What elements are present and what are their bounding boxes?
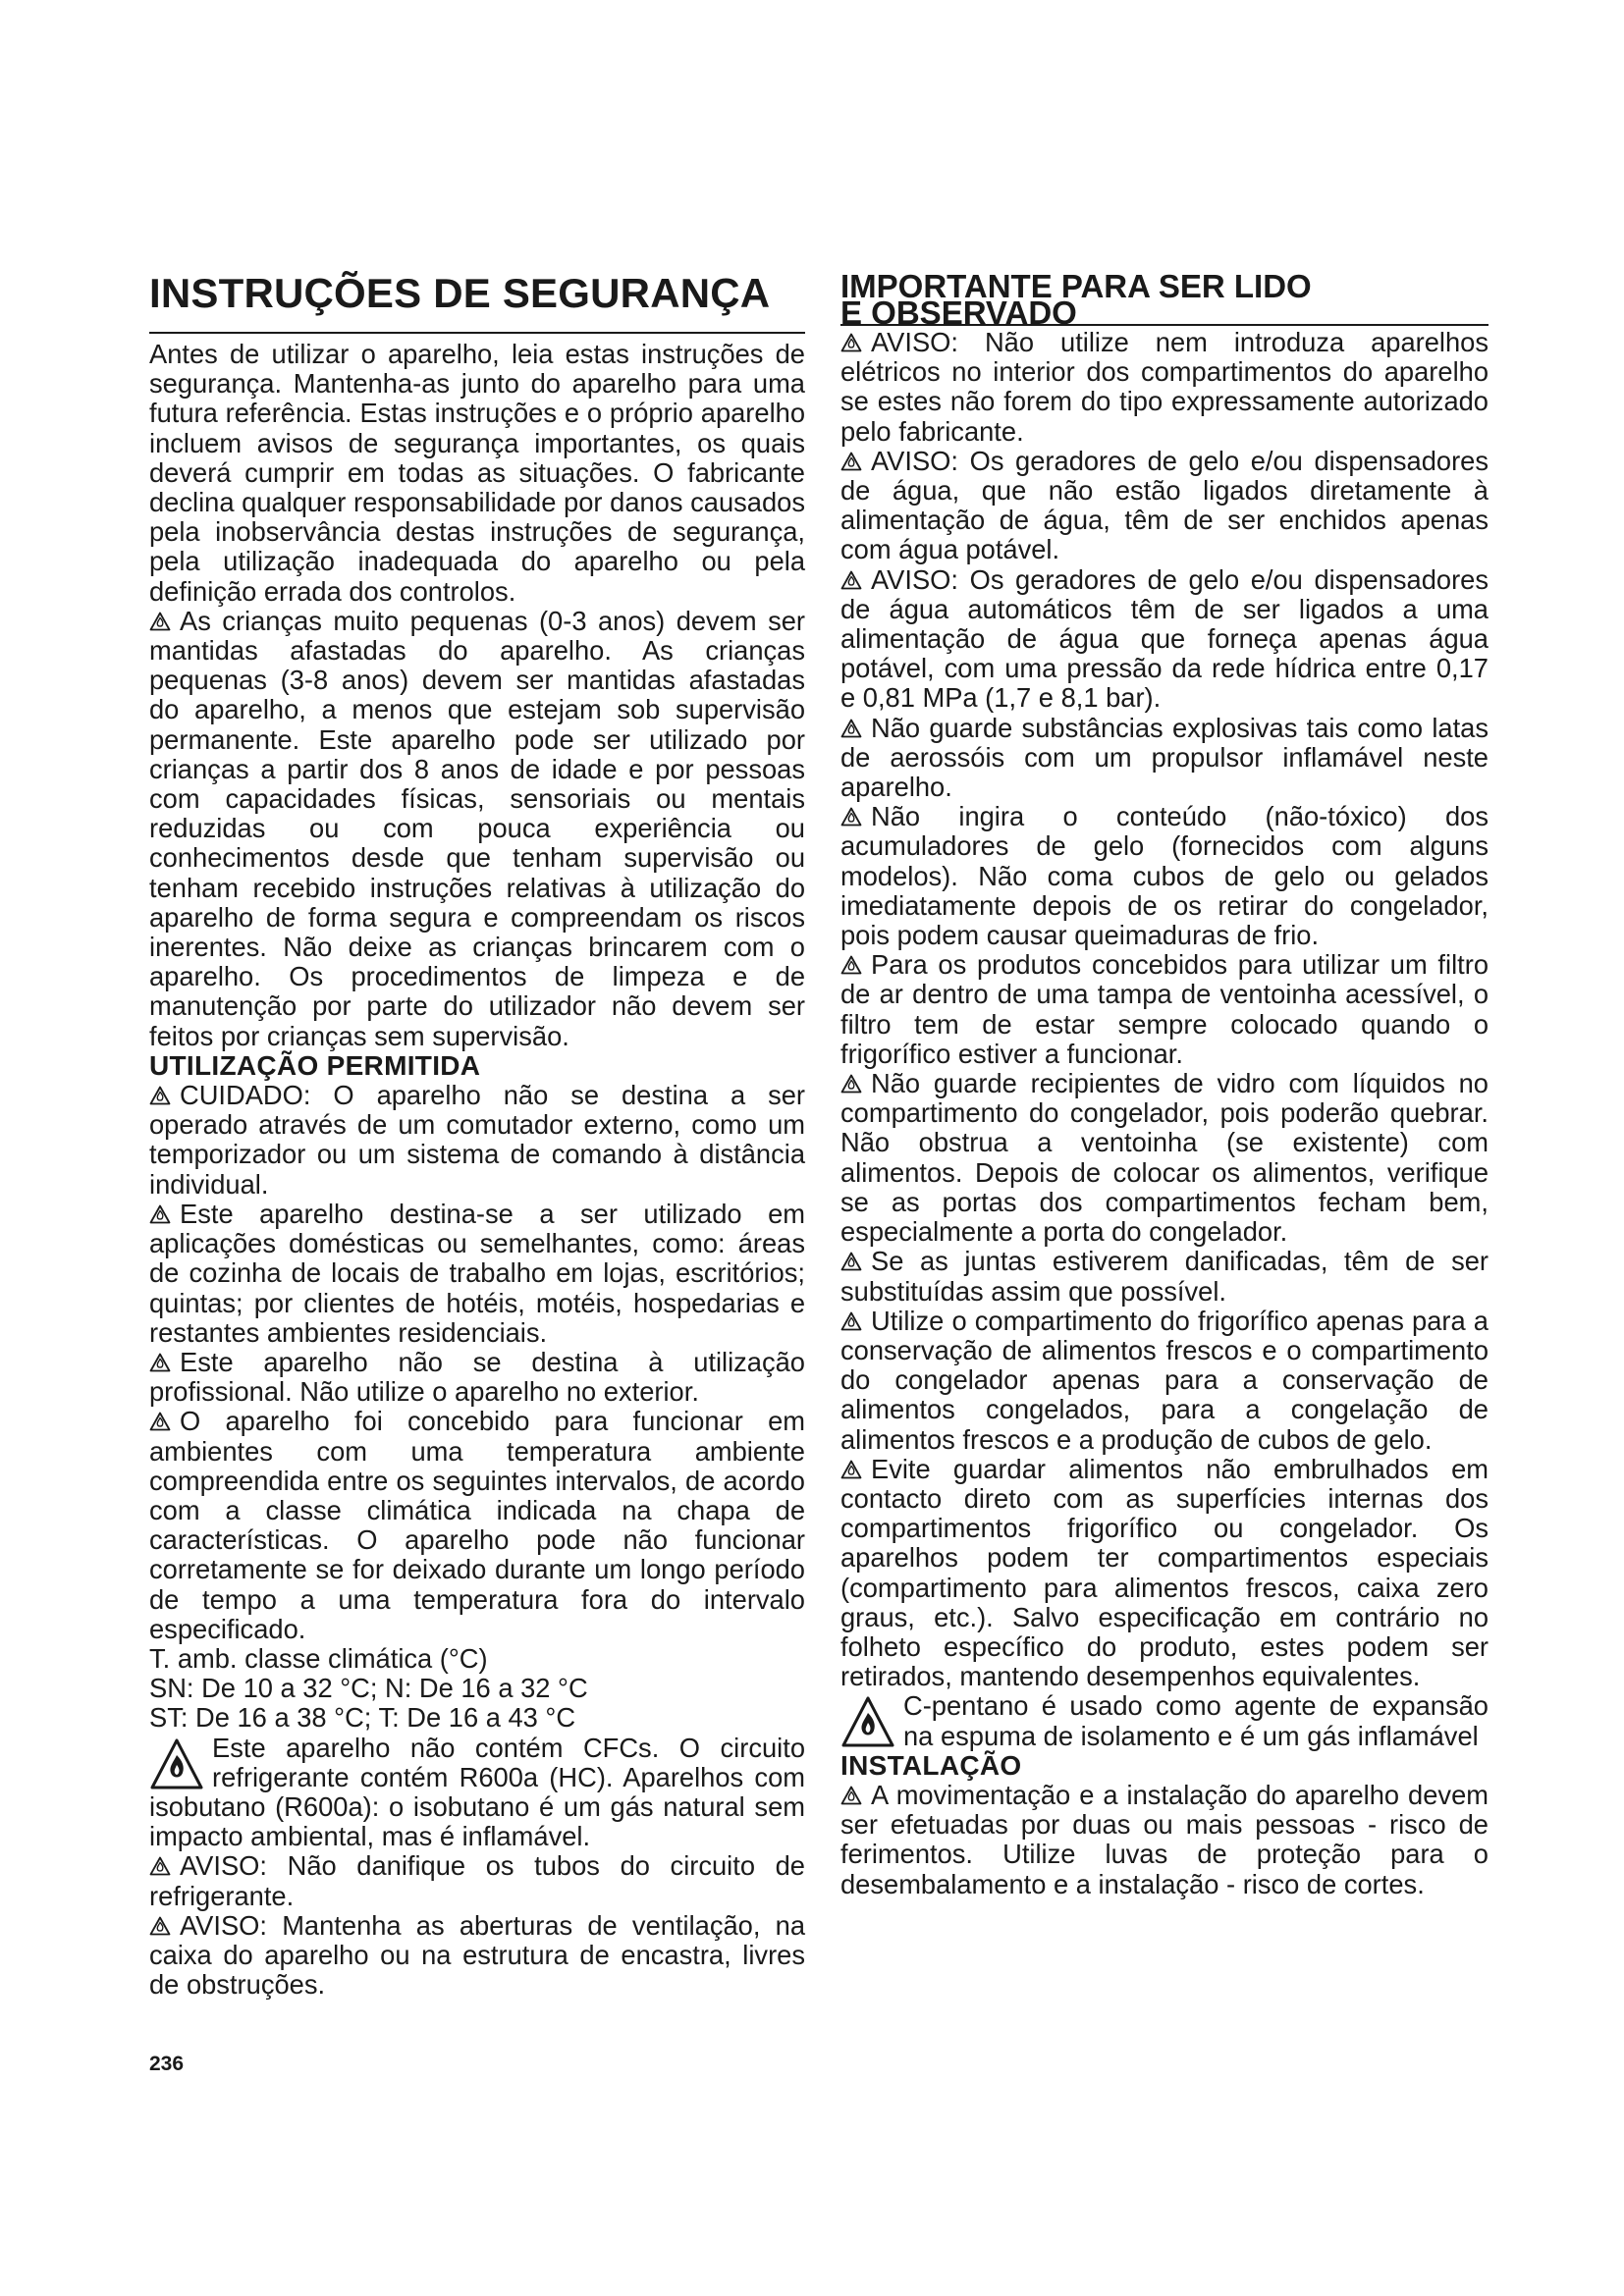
warning-icon (840, 955, 862, 975)
warning-item: Para os produtos concebidos para utilizar um filtro de ar dentro de uma tampa de ventoinha acessível, o filtro tem de estar sempre colocado quando o frigorífico estiver a funcionar. (840, 949, 1489, 1069)
section-title (840, 268, 1489, 331)
warning-icon (840, 1786, 862, 1805)
right-column (840, 268, 1489, 1899)
warning-icon (840, 333, 862, 352)
section-title-line1: IMPORTANTE PARA SER LIDO (840, 268, 1312, 304)
warning-icon (840, 452, 862, 471)
installation-heading: INSTALAÇÃO (840, 1749, 1022, 1781)
warning-item: Se as juntas estiverem danificadas, têm de ser substituídas assim que possível. (840, 1246, 1489, 1307)
household-warning: Este aparelho destina-se a ser utilizado em aplicações domésticas ou semelhantes, como: áreas de cozinha de locais de trabalho em lojas, escritórios; quintas; por clientes de hotéis, motéis, hospedarias e restantes ambientes residenciais. (149, 1198, 805, 1348)
left-column (149, 271, 805, 2000)
warning-icon (840, 1074, 862, 1094)
page-title: INSTRUÇÕES DE SEGURANÇA (149, 270, 771, 316)
left-body (149, 340, 805, 2000)
right-body (840, 328, 1489, 1899)
intro-paragraph: Antes de utilizar o aparelho, leia estas instruções de segurança. Mantenha-as junto do aparelho para uma futura referência. Estas instruções e o próprio aparelho incluem avisos de segurança importantes, os quais deverá cumprir em todas as situações. O fabricante declina qualquer responsabilidade por danos causados pela inobservância destas instruções de segurança, pela utilização inadequada do aparelho ou pela definição errada dos controlos. (149, 339, 805, 607)
warning-item: AVISO: Os geradores de gelo e/ou dispensadores de água automáticos têm de ser ligados a uma alimentação de água que forneça apenas água potável, com uma pressão da rede hídrica entre 0,17 e 0,81 MPa (1,7 e 8,1 bar). (840, 563, 1489, 714)
flammable-warning-icon (840, 1695, 895, 1750)
tubes-warning: AVISO: Não danifique os tubos do circuito de refrigerante. (149, 1850, 805, 1911)
climate-line: SN: De 10 a 32 °C; N: De 16 a 32 °C (149, 1673, 588, 1704)
cfc-notice: Este aparelho não contém CFCs. O circuito refrigerante contém R600a (HC). Aparelhos com isobutano (R600a): o isobutano é um gás natural sem impacto ambiental, mas é inflamável. (149, 1732, 805, 1852)
installation-warning: A movimentação e a instalação do aparelho devem ser efetuadas por duas ou mais pessoas - risco de ferimentos. Utilize luvas de proteção para o desembalamento e a instalação - risco de cortes. (840, 1779, 1489, 1899)
flammable-warning-icon (149, 1737, 204, 1792)
title-rule (149, 332, 805, 334)
warning-item: Não guarde substâncias explosivas tais como latas de aerossóis com um propulsor inflamável neste aparelho. (840, 712, 1489, 803)
warning-icon (840, 807, 862, 827)
ventilation-warning: AVISO: Mantenha as aberturas de ventilação, na caixa do aparelho ou na estrutura de encastra, livres de obstruções. (149, 1909, 805, 2001)
warning-item: Evite guardar alimentos não embrulhados em contacto direto com as superfícies internas dos compartimentos frigorífico ou congelador. Os aparelhos podem ter compartimentos especiais (compartimento para alimentos frescos, caixa zero graus, etc.). Salvo especificação em contrário no folheto específico do produto, estes podem ser retirados, mantendo desempenhos equivalentes. (840, 1453, 1489, 1692)
warning-icon (149, 1916, 171, 1936)
climate-line: T. amb. classe climática (°C) (149, 1642, 488, 1674)
warning-icon (149, 612, 171, 631)
permitted-use-heading: UTILIZAÇÃO PERMITIDA (149, 1049, 481, 1081)
warning-icon (149, 1204, 171, 1224)
warning-icon (840, 1311, 862, 1331)
warning-icon (149, 1353, 171, 1372)
warning-icon (149, 1412, 171, 1431)
warning-item: Não ingira o conteúdo (não-tóxico) dos acumuladores de gelo (fornecidos com alguns modelos). Não coma cubos de gelo ou gelados imediatamente depois de os retirar do congelador, pois podem causar queimaduras de frio. (840, 801, 1489, 951)
caution-warning: CUIDADO: O aparelho não se destina a ser operado através de um comutador externo, como um temporizador ou um sistema de comando à distância individual. (149, 1080, 805, 1200)
climate-line: ST: De 16 a 38 °C; T: De 16 a 43 °C (149, 1702, 576, 1734)
professional-warning: Este aparelho não se destina à utilização profissional. Não utilize o aparelho no exterior. (149, 1346, 805, 1408)
page-number: 236 (149, 2053, 185, 2075)
warning-item: Não guarde recipientes de vidro com líquidos no compartimento do congelador, pois poderão quebrar. Não obstrua a ventoinha (se existente) com alimentos. Depois de colocar os alimentos, verifique se as portas dos compartimentos fecham bem, especialmente a porta do congelador. (840, 1068, 1489, 1248)
warning-item: Utilize o compartimento do frigorífico apenas para a conservação de alimentos frescos e o compartimento do congelador apenas para a conservação de alimentos congelados, para a congelação de alimentos frescos e a produção de cubos de gelo. (840, 1305, 1489, 1455)
climate-warning: O aparelho foi concebido para funcionar em ambientes com uma temperatura ambiente compreendida entre os seguintes intervalos, de acordo com a classe climática indicada na chapa de características. O aparelho pode não funcionar corretamente se for deixado durante um longo período de tempo a uma temperatura fora do intervalo especificado. (149, 1406, 805, 1644)
warning-item: AVISO: Os geradores de gelo e/ou dispensadores de água, que não estão ligados diretamente à alimentação de água, têm de ser enchidos apenas com água potável. (840, 445, 1489, 565)
warning-item: AVISO: Não utilize nem introduza aparelhos elétricos no interior dos compartimentos do aparelho se estes não forem do tipo expressamente autorizado pelo fabricante. (840, 327, 1489, 447)
children-warning: As crianças muito pequenas (0-3 anos) devem ser mantidas afastadas do aparelho. As crianças pequenas (3-8 anos) devem ser mantidas afastadas do aparelho, a menos que estejam sob supervisão permanente. Este aparelho pode ser utilizado por crianças a partir dos 8 anos de idade e por pessoas com capacidades físicas, sensoriais ou mentais reduzidas ou com pouca experiência ou conhecimentos desde que tenham supervisão ou tenham recebido instruções relativas à utilização do aparelho de forma segura e compreendam os riscos inerentes. Não deixe as crianças brincarem com o aparelho. Os procedimentos de limpeza e de manutenção por parte do utilizador não devem ser feitos por crianças sem supervisão. (149, 605, 805, 1051)
warning-icon (840, 719, 862, 738)
warning-icon (840, 1460, 862, 1479)
warning-icon (149, 1856, 171, 1876)
warning-icon (840, 570, 862, 590)
cpentane-notice: C-pentano é usado como agente de expansão na espuma de isolamento e é um gás inflamável (840, 1691, 1489, 1750)
section-title-line2: E OBSERVADO (840, 294, 1077, 331)
warning-icon (149, 1086, 171, 1105)
warning-icon (840, 1252, 862, 1271)
